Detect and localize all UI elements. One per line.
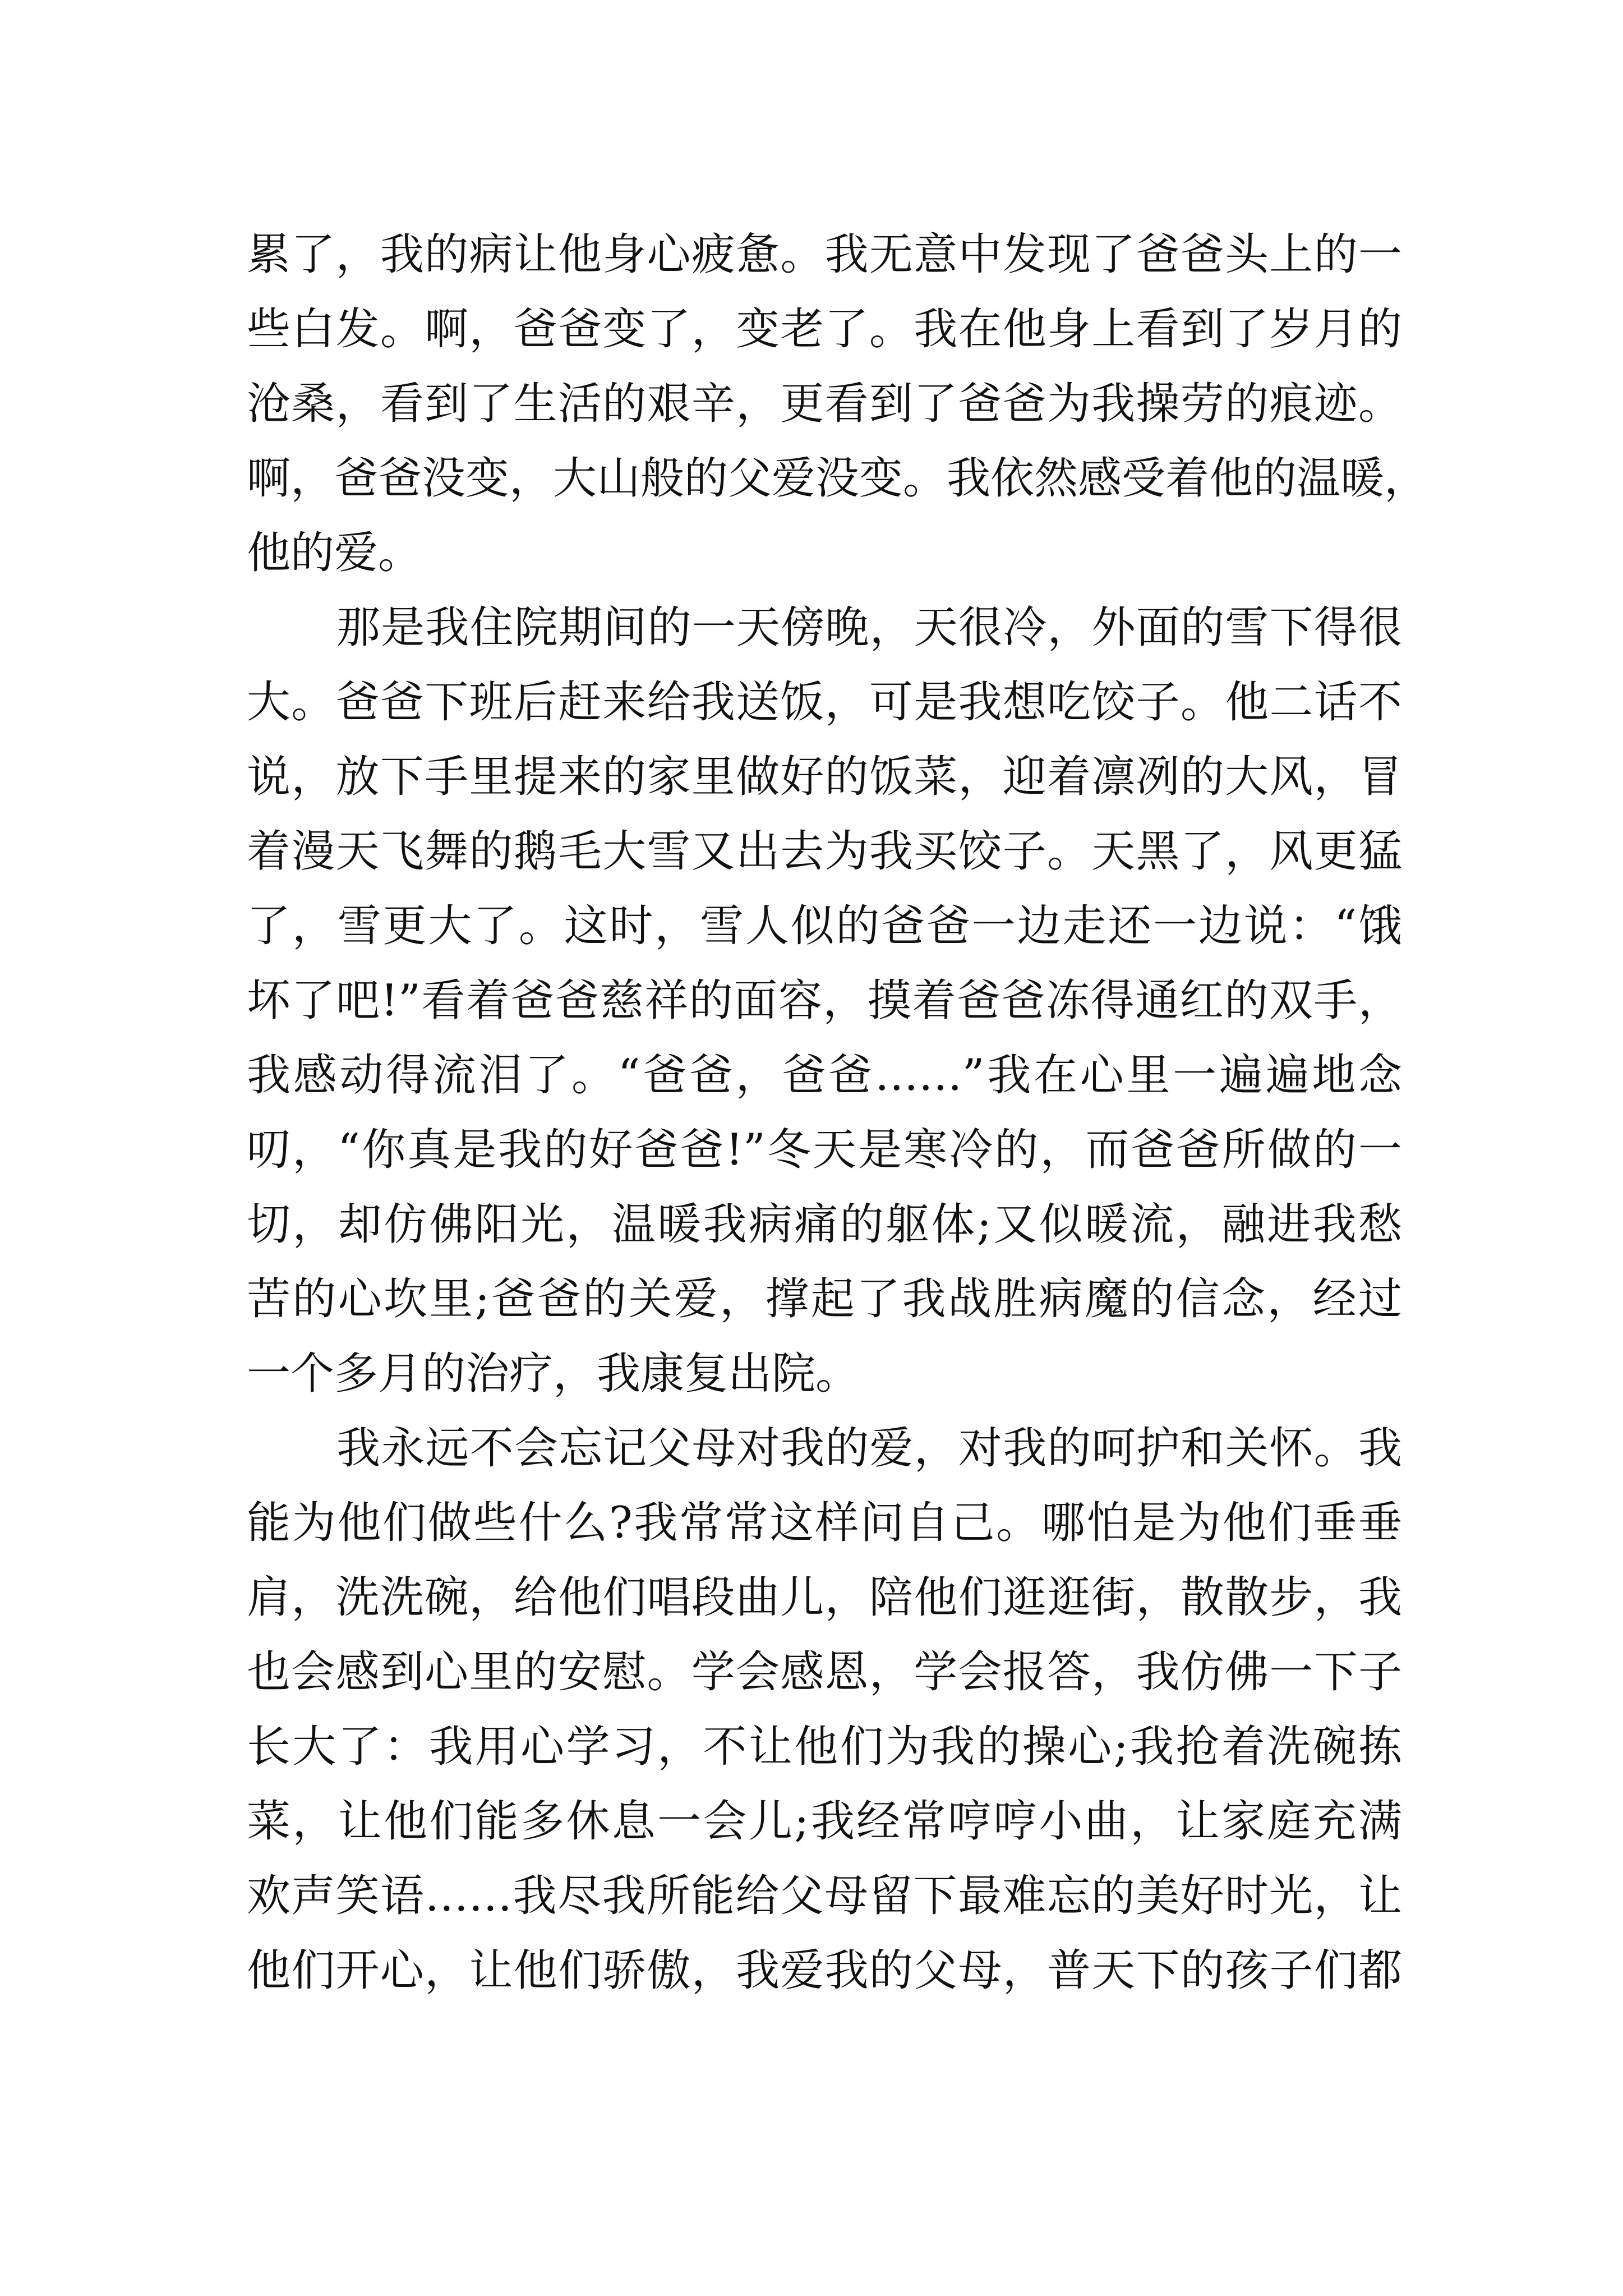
text-line: 菜，让他们能多休息一会儿;我经常哼哼小曲，让家庭充满 xyxy=(247,1796,1402,1847)
text-line: 啊，爸爸没变，大山般的父爱没变。我依然感受着他的温暖， xyxy=(247,453,1428,504)
text-line: 他的爱。 xyxy=(247,528,422,578)
text-line: 大。爸爸下班后赶来给我送饭，可是我想吃饺子。他二话不 xyxy=(247,677,1402,728)
text-line: 叨，“你真是我的好爸爸!”冬天是寒冷的，而爸爸所做的一 xyxy=(247,1125,1402,1175)
text-line: 说，放下手里提来的家里做好的饭菜，迎着凛冽的大风，冒 xyxy=(247,752,1402,802)
text-line: 些白发。啊，爸爸变了，变老了。我在他身上看到了岁月的 xyxy=(247,304,1402,355)
text-line: 欢声笑语……我尽我所能给父母留下最难忘的美好时光，让 xyxy=(247,1871,1402,1921)
text-line: 我永远不会忘记父母对我的爱，对我的呵护和关怀。我 xyxy=(336,1423,1402,1474)
document-body xyxy=(247,218,1428,2008)
text-line: 一个多月的治疗，我康复出院。 xyxy=(247,1349,860,1399)
text-line: 沧桑，看到了生活的艰辛，更看到了爸爸为我操劳的痕迹。 xyxy=(247,379,1402,429)
text-line: 苦的心坎里;爸爸的关爱，撑起了我战胜病魔的信念，经过 xyxy=(247,1274,1402,1324)
text-line: 能为他们做些什么?我常常这样问自己。哪怕是为他们垂垂 xyxy=(247,1498,1402,1548)
text-line: 了，雪更大了。这时，雪人似的爸爸一边走还一边说：“饿 xyxy=(247,901,1402,951)
text-line: 肩，洗洗碗，给他们唱段曲儿，陪他们逛逛街，散散步，我 xyxy=(247,1572,1402,1623)
text-line: 我感动得流泪了。“爸爸，爸爸……”我在心里一遍遍地念 xyxy=(247,1050,1402,1101)
text-line: 累了，我的病让他身心疲惫。我无意中发现了爸爸头上的一 xyxy=(247,229,1402,280)
text-line: 着漫天飞舞的鹅毛大雪又出去为我买饺子。天黑了，风更猛 xyxy=(247,826,1402,877)
text-line: 切，却仿佛阳光，温暖我病痛的躯体;又似暖流，融进我愁 xyxy=(247,1199,1402,1250)
text-line: 也会感到心里的安慰。学会感恩，学会报答，我仿佛一下子 xyxy=(247,1647,1402,1697)
text-line: 他们开心，让他们骄傲，我爱我的父母，普天下的孩子们都 xyxy=(247,1945,1402,1996)
text-line: 那是我住院期间的一天傍晚，天很冷，外面的雪下得很 xyxy=(336,602,1402,653)
text-line: 坏了吧!”看着爸爸慈祥的面容，摸着爸爸冻得通红的双手， xyxy=(247,976,1402,1026)
text-line: 长大了：我用心学习，不让他们为我的操心;我抢着洗碗拣 xyxy=(247,1722,1402,1772)
